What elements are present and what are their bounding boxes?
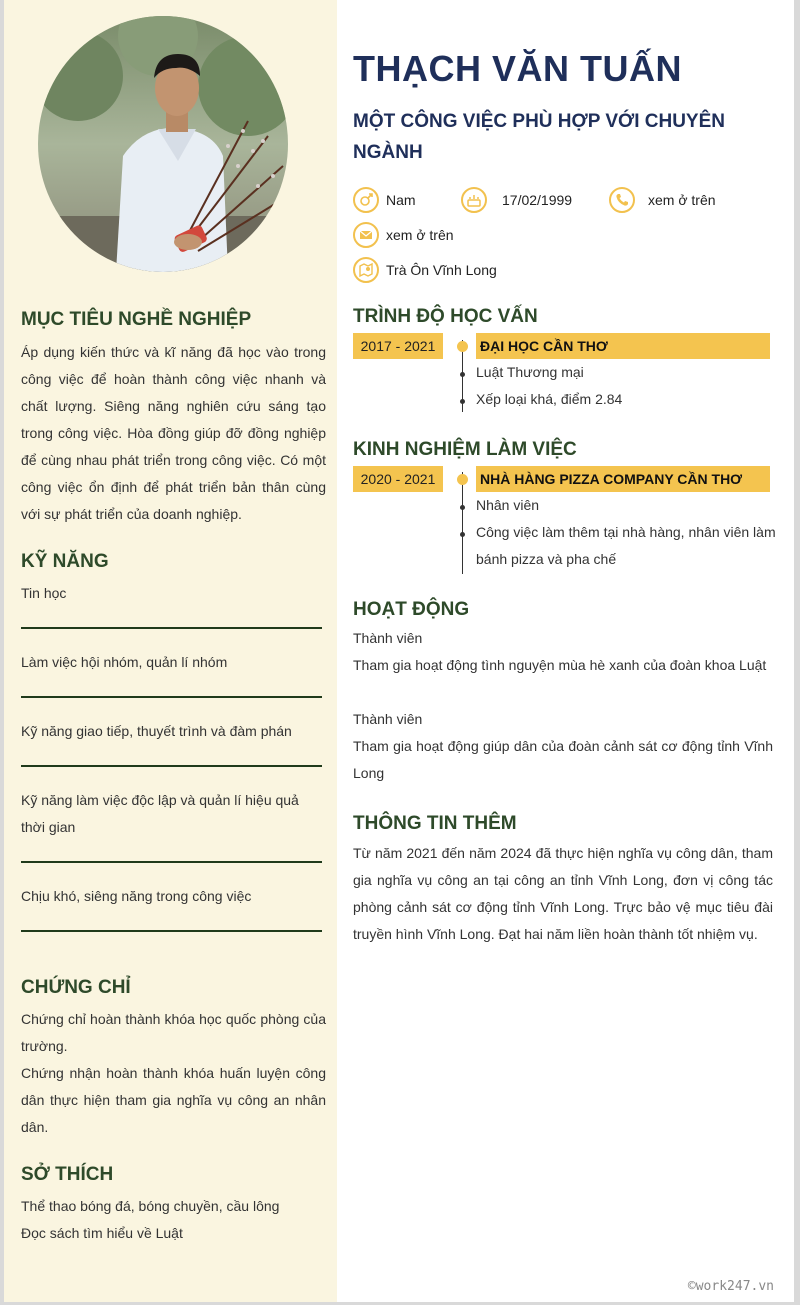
timeline-dot xyxy=(457,341,468,352)
activities-title: HOẠT ĐỘNG xyxy=(353,599,470,620)
email-icon xyxy=(353,222,379,248)
skill-divider xyxy=(21,627,322,629)
certificates-title: CHỨNG CHỈ xyxy=(21,977,131,998)
info-email xyxy=(353,222,454,248)
skills-title: KỸ NĂNG xyxy=(21,551,109,572)
skill-divider xyxy=(21,861,322,863)
skill-item: Làm việc hội nhóm, quản lí nhóm xyxy=(21,654,228,670)
email-value: xem ở trên xyxy=(386,227,454,243)
birthday-cake-icon xyxy=(461,187,487,213)
education-school: ĐẠI HỌC CẦN THƠ xyxy=(476,333,770,359)
cv-page xyxy=(4,0,794,1302)
timeline-dot xyxy=(460,505,465,510)
info-gender xyxy=(353,187,416,213)
hobby-item: Đọc sách tìm hiểu về Luật xyxy=(21,1225,183,1241)
address-value: Trà Ôn Vĩnh Long xyxy=(386,262,497,278)
career-objective-title: MỤC TIÊU NGHỀ NGHIỆP xyxy=(21,309,252,330)
phone-icon xyxy=(609,187,635,213)
gender-value: Nam xyxy=(386,192,416,208)
certificate-item: Chứng nhận hoàn thành khóa huấn luyện công dân thực hiện tham gia nghĩa vụ công an nhân dân. xyxy=(21,1065,326,1135)
skill-item: Tin học xyxy=(21,585,67,601)
watermark: ©work247.vn xyxy=(687,1279,774,1294)
timeline-dot xyxy=(460,399,465,404)
candidate-name: THẠCH VĂN TUẤN xyxy=(353,48,682,89)
skill-item: Kỹ năng làm việc độc lập và quản lí hiệu quả thời gian xyxy=(21,792,299,835)
education-period: 2017 - 2021 xyxy=(353,333,443,359)
skill-item: Chịu khó, siêng năng trong công việc xyxy=(21,888,252,904)
activity-item: Thành viên xyxy=(353,630,423,646)
experience-period: 2020 - 2021 xyxy=(353,466,443,492)
activity-item: Tham gia hoạt động giúp dân của đoàn cảnh sát cơ động tỉnh Vĩnh Long xyxy=(353,738,773,781)
skill-divider xyxy=(21,696,322,698)
education-item: Xếp loại khá, điểm 2.84 xyxy=(476,391,623,407)
additional-info-title: THÔNG TIN THÊM xyxy=(353,813,517,834)
birthday-value: 17/02/1999 xyxy=(502,192,573,208)
hobby-item: Thể thao bóng đá, bóng chuyền, cầu lông xyxy=(21,1198,280,1214)
activity-item: Thành viên xyxy=(353,711,423,727)
certificate-item: Chứng chỉ hoàn thành khóa học quốc phòng của trường. xyxy=(21,1011,326,1054)
skill-item: Kỹ năng giao tiếp, thuyết trình và đàm phán xyxy=(21,723,292,739)
experience-title: KINH NGHIỆM LÀM VIỆC xyxy=(353,439,577,460)
education-title: TRÌNH ĐỘ HỌC VẤN xyxy=(353,306,538,327)
skill-divider xyxy=(21,765,322,767)
experience-item: Công việc làm thêm tại nhà hàng, nhân viên làm bánh pizza và pha chế xyxy=(476,524,776,567)
skill-divider xyxy=(21,930,322,932)
map-location-icon xyxy=(353,257,379,283)
additional-info-text: Từ năm 2021 đến năm 2024 đã thực hiện nghĩa vụ công dân, tham gia nghĩa vụ công an tại công an tỉnh Vĩnh Long, đơn vị công tác phòng cảnh sát cơ động tỉnh Vĩnh Long. Trực bảo vệ mục tiêu đài truyền hình Vĩnh Long. Đạt hai năm liền hoàn thành tốt nhiệm vụ. xyxy=(353,845,773,942)
info-address xyxy=(353,257,497,283)
timeline-line xyxy=(462,472,463,574)
avatar-photo-icon xyxy=(38,16,288,272)
activity-item: Tham gia hoạt động tình nguyện mùa hè xanh của đoàn khoa Luật xyxy=(353,657,767,673)
info-birthday xyxy=(461,187,572,213)
left-sidebar xyxy=(4,0,337,1302)
gender-icon xyxy=(353,187,379,213)
phone-value: xem ở trên xyxy=(648,192,716,208)
job-title: MỘT CÔNG VIỆC PHÙ HỢP VỚI CHUYÊN NGÀNH xyxy=(353,111,725,163)
experience-item: Nhân viên xyxy=(476,497,540,513)
education-item: Luật Thương mại xyxy=(476,364,584,380)
experience-company: NHÀ HÀNG PIZZA COMPANY CẦN THƠ xyxy=(476,466,770,492)
info-phone xyxy=(609,187,716,213)
hobbies-title: SỞ THÍCH xyxy=(21,1164,114,1185)
avatar xyxy=(38,16,288,272)
timeline-dot xyxy=(457,474,468,485)
main-content xyxy=(337,0,794,1302)
timeline-dot xyxy=(460,372,465,377)
career-objective-text: Áp dụng kiến thức và kĩ năng đã học vào trong công việc để hoàn thành công việc nhanh và chất lượng. Siêng năng nghiên cứu sáng tạo trong công việc. Hòa đồng giúp đỡ đồng nghiệp để cùng nhau phát triển trong công việc. Có một công việc ổn định để phát triển bản thân cùng với sự phát triển của doanh nghiệp. xyxy=(21,344,326,522)
timeline-dot xyxy=(460,532,465,537)
